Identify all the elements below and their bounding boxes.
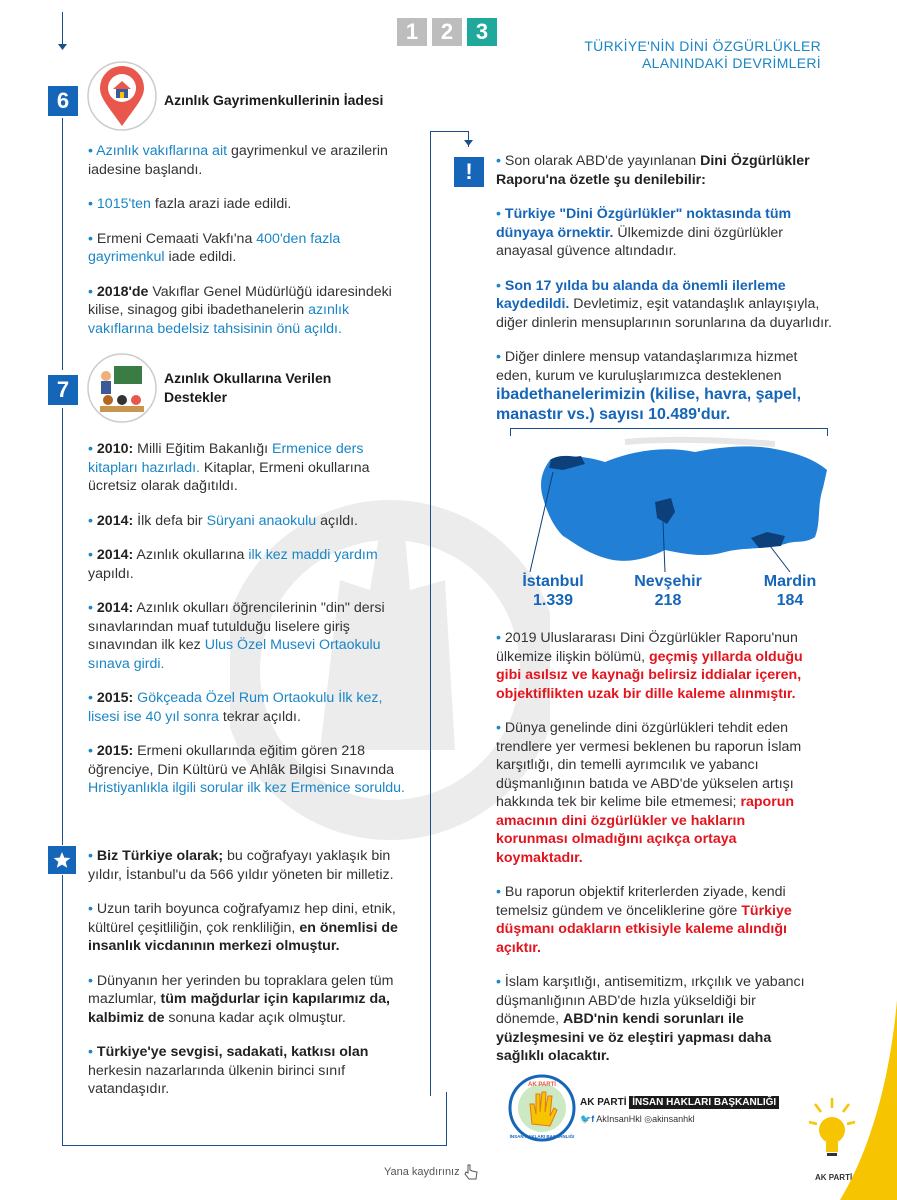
- svg-text:AK PARTİ: AK PARTİ: [528, 1082, 556, 1088]
- bullet-paragraph: • Uzun tarih boyunca coğrafyamız hep dini, etnik, kültürel çeşitliliğin, çok renkliliğin, en önemlisi de insanlık vicdanının merkezi olmuştur.: [88, 901, 398, 954]
- arrow-down-icon: [464, 140, 473, 146]
- turkey-map: [505, 432, 845, 572]
- timeline-line: [62, 408, 63, 845]
- scroll-hint[interactable]: Yana kaydırınız: [384, 1163, 479, 1181]
- bullet-paragraph: • 2015: Ermeni okullarında eğitim gören 218 öğrenciye, Din Kültürü ve Ahlâk Bilgisi Sınavında Hristiyanlıkla ilgili sorular ilk kez Ermenice soruldu.: [88, 743, 405, 796]
- timeline-line: [446, 1092, 447, 1146]
- exclamation-icon: !: [454, 157, 484, 187]
- timeline-line: [62, 12, 63, 48]
- bullet-paragraph: • 2014: Azınlık okullarına ilk kez maddi yardım yapıldı.: [88, 547, 378, 582]
- bullet-paragraph: • 2019 Uluslararası Dini Özgürlükler Raporu'nun ülkemize ilişkin bölümü, geçmiş yıllarda olduğu gibi asılsız ve kaynağı belirsiz iddialar içeren, objektiflikten uzak bir dille kaleme alınmıştır.: [496, 630, 803, 702]
- bullet-paragraph: • Son 17 yılda bu alanda da önemli ilerleme kaydedildi. Devletimiz, eşit vatandaşlık anlayışıyla, diğer dinlerin mensuplarının sorunlarına da duyarlıdır.: [496, 277, 832, 331]
- social-handles: 🐦f AkInsanHkl ◎akinsanhkl: [580, 1114, 695, 1124]
- star-section-text: [88, 847, 406, 1115]
- bullet-paragraph: • 2014: Azınlık okulları öğrencilerinin "din" dersi sınavlarından muaf tutulduğu liselere giriş sınavından ilk kez Ulus Özel Musevi Ortaokulu sınava girdi.: [88, 600, 385, 672]
- city-nevsehir: Nevşehir 218: [634, 573, 702, 609]
- section-6-number: 6: [48, 86, 78, 116]
- bullet-paragraph: • 2010: Milli Eğitim Bakanlığı Ermenice ders kitapları hazırladı. Kitaplar, Ermeni okullarına ücretsiz olarak dağıtıldı.: [88, 441, 370, 494]
- timeline-line: [430, 131, 468, 132]
- star-badge: [48, 846, 76, 874]
- city-istanbul: İstanbul 1.339: [522, 573, 584, 609]
- bullet-paragraph: • Biz Türkiye olarak; bu coğrafyayı yaklaşık bin yıldır, İstanbul'u da 566 yıldır yöneten bir milletiz.: [88, 848, 394, 883]
- bullet-paragraph: • Türkiye'ye sevgisi, sadakati, katkısı olan herkesin nazarlarında ülkenin birinci sınıf vatandaşıdır.: [88, 1044, 369, 1097]
- bullet-paragraph: • Bu raporun objektif kriterlerden ziyade, kendi temelsiz gündem ve önceliklerine göre Türkiye düşmanı odakların etkisiyle kaleme alındığı açıktır.: [496, 884, 792, 956]
- bullet-paragraph: • Son olarak ABD'de yayınlanan Dini Özgürlükler Raporu'na özetle şu denilebilir:: [496, 153, 810, 188]
- page-title: TÜRKİYE'NİN DİNİ ÖZGÜRLÜKLER ALANINDAKİ DEVRİMLERİ: [584, 38, 821, 71]
- bullet-paragraph: • İslam karşıtlığı, antisemitizm, ırkçılık ve yabancı düşmanlığının ABD'de hızla yükseldiği bir dönemde, ABD'nin kendi sorunları ile yüzleşmesini ve öz eleştiri yapması daha sağlıklı olacaktır.: [496, 974, 805, 1064]
- bullet-paragraph: • Ermeni Cemaati Vakfı'na 400'den fazla gayrimenkul iade edildi.: [88, 230, 341, 265]
- bullet-paragraph: • Dünyanın her yerinden bu topraklara gelen tüm mazlumlar, tüm mağdurlar için kapılarımız da, kalbimiz de sonuna kadar açık olmuştur.: [88, 972, 394, 1026]
- report-critique-text: [496, 629, 816, 1082]
- bullet-paragraph: • 1015'ten fazla arazi iade edildi.: [88, 196, 292, 212]
- section-7-number: 7: [48, 375, 78, 405]
- bullet-paragraph: • 2015: Gökçeada Özel Rum Ortaokulu İlk kez, lisesi ise 40 yıl sonra tekrar açıldı.: [88, 690, 383, 725]
- page-1-indicator[interactable]: 1: [397, 18, 427, 46]
- timeline-line: [62, 118, 63, 370]
- bullet-paragraph: • Türkiye "Dini Özgürlükler" noktasında tüm dünyaya örnektir. Ülkemizde dini özgürlükler anayasal güvence altındadır.: [496, 206, 792, 259]
- ak-parti-logo-text: AK PARTİ: [815, 1173, 853, 1182]
- timeline-line: [430, 131, 431, 1096]
- instagram-icon[interactable]: ◎: [644, 1114, 653, 1124]
- section-6-text: [88, 142, 408, 354]
- section-7-text: [88, 440, 406, 814]
- bullet-paragraph: • 2018'de Vakıflar Genel Müdürlüğü idaresindeki kilise, sinagog gibi ibadethanelerin azınlık vakıflarına bedelsiz tahsisinin önü açıldı.: [88, 283, 392, 337]
- timeline-line: [62, 1145, 447, 1146]
- organization-name: AK PARTİ İNSAN HAKLARI BAŞKANLIĞI: [580, 1097, 779, 1108]
- facebook-icon[interactable]: f: [591, 1114, 595, 1124]
- hand-pointer-icon: [463, 1163, 479, 1181]
- twitter-icon[interactable]: 🐦: [580, 1114, 592, 1124]
- map-frame: [510, 428, 827, 429]
- bullet-paragraph: • Diğer dinlere mensup vatandaşlarımıza hizmet eden, kurum ve kuruluşlarımızca desteklenen ibadethanelerimizin (kilise, havra, şapel, manastır vs.) sayısı 10.489'dur.: [496, 349, 802, 423]
- yellow-accent: [820, 1000, 897, 1200]
- section-6-heading: Azınlık Gayrimenkullerinin İadesi: [164, 92, 384, 108]
- section-7-heading: Azınlık Okullarına Verilen Destekler: [164, 370, 332, 405]
- bullet-paragraph: • Dünya genelinde dini özgürlükleri tehdit eden trendlere yer vermesi beklenen bu raporun İslam karşıtlığı, din temelli ayrımcılık ve yabancı düşmanlığının batıda ve ABD'de yükselen artışı hakkında tek bir kelime bile etmemesi; raporun amacının dini özgürlükler ve hakların korunması olmadığını açıkça ortaya koymaktadır.: [496, 720, 802, 866]
- human-rights-badge: [508, 1074, 576, 1142]
- location-house-icon: [86, 60, 158, 132]
- svg-text:İNSAN HAKLARI BAŞKANLIĞI: İNSAN HAKLARI BAŞKANLIĞI: [509, 1134, 575, 1139]
- classroom-icon: [86, 352, 158, 424]
- arrow-down-icon: [58, 44, 67, 50]
- page-2-indicator[interactable]: 2: [432, 18, 462, 46]
- report-summary-text: [496, 152, 834, 440]
- bullet-paragraph: • 2014: İlk defa bir Süryani anaokulu açıldı.: [88, 512, 358, 529]
- star-icon: [48, 846, 76, 874]
- timeline-line: [62, 875, 63, 1145]
- bullet-paragraph: • Azınlık vakıflarına ait gayrimenkul ve arazilerin iadesine başlandı.: [88, 143, 388, 178]
- page-3-indicator[interactable]: 3: [467, 18, 497, 46]
- city-mardin: Mardin 184: [763, 573, 817, 609]
